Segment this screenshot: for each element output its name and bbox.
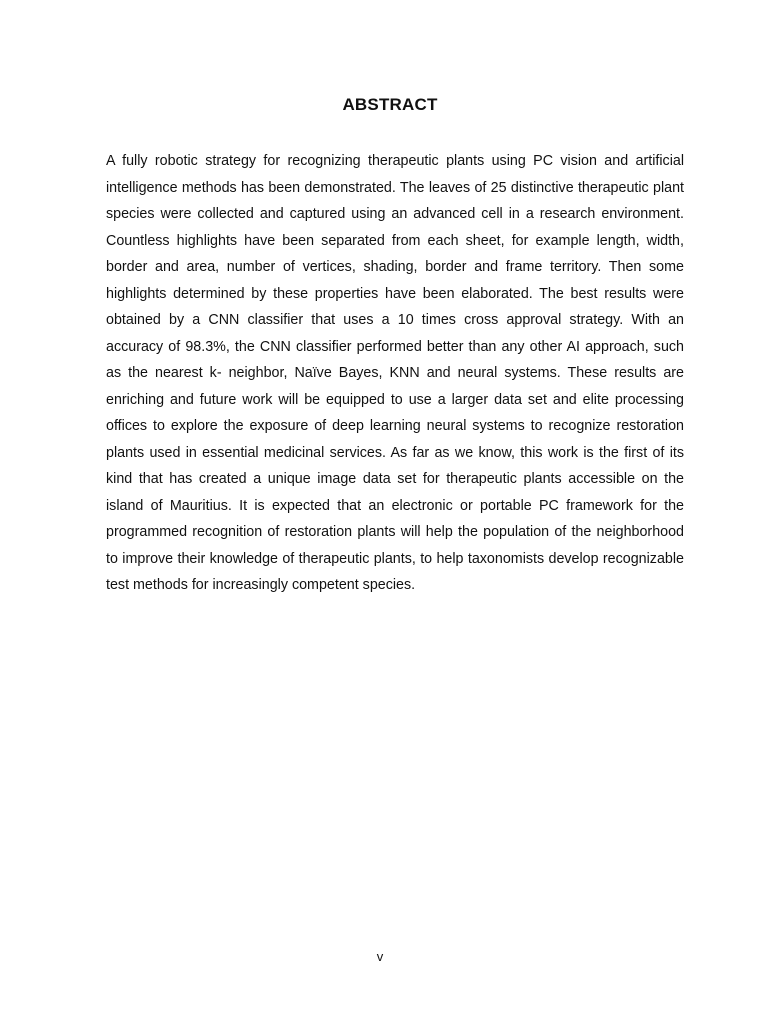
page-title: ABSTRACT bbox=[342, 95, 438, 114]
page-number: v bbox=[376, 949, 384, 964]
abstract-paragraph: A fully robotic strategy for recognizing therapeutic plants using PC vision and artificial intelligence methods has been demonstrated. The leaves of 25 distinctive therapeutic plant species were collected and captured using an advanced cell in a research environment. Countless highlights have been separated from each sheet, for example length, width, border and area, number of vertices, shading, border and frame territory. Then some highlights determined by these properties have been elaborated. The best results were obtained by a CNN classifier that uses a 10 times cross approval strategy. With an accuracy of 98.3%, the CNN classifier performed better than any other AI approach, such as the nearest k- neighbor, Naïve Bayes, KNN and neural systems. These results are enriching and future work will be equipped to use a larger data set and elite processing offices to explore the exposure of deep learning neural systems to recognize restoration plants used in essential medicinal services. As far as we know, this work is the first of its kind that has created a unique image data set for therapeutic plants accessible on the island of Mauritius. It is expected that an electronic or portable PC framework for the programmed recognition of restoration plants will help the population of the neighborhood to improve their knowledge of therapeutic plants, to help taxonomists develop recognizable test methods for increasingly competent species. bbox=[106, 153, 684, 593]
